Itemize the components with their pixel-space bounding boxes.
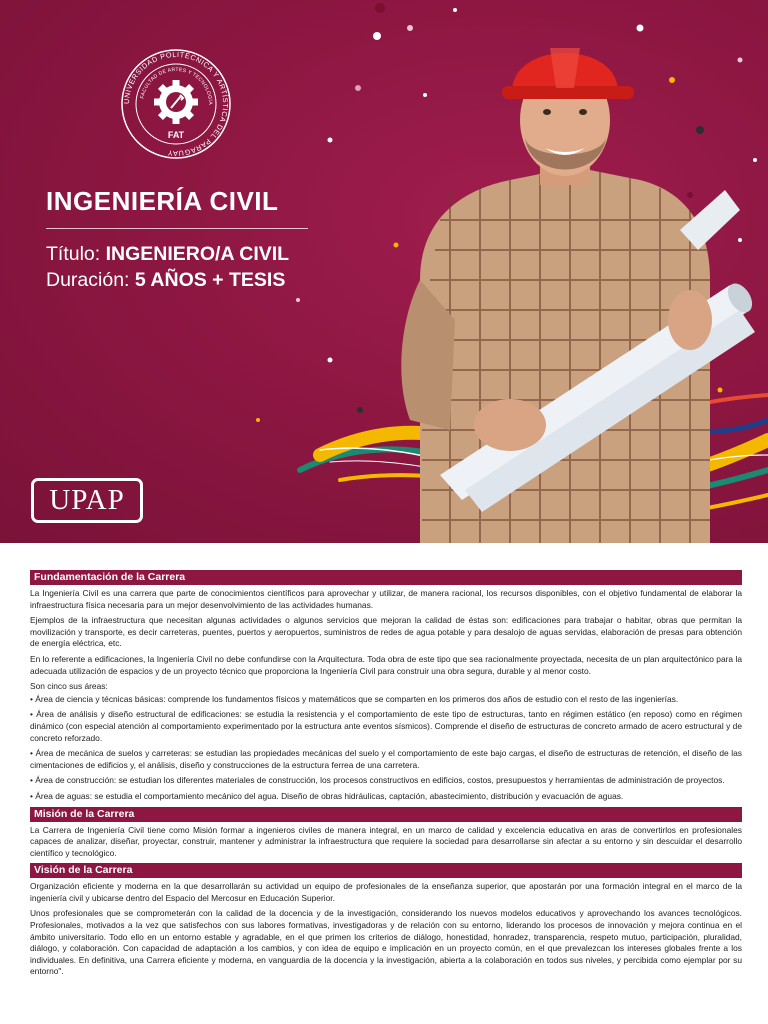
section-heading-fundamentacion: Fundamentación de la Carrera [30, 570, 742, 585]
duration-label: Duración: [46, 269, 130, 291]
list-item: • Área de ciencia y técnicas básicas: comprende los fundamentos físicos y matemáticos que se comparten en los primeros dos años de estudio con el resto de las ingenierías. [30, 693, 679, 704]
section-fundamentacion [30, 570, 742, 803]
career-title: INGENIERÍA CIVIL [46, 186, 279, 216]
duration-value: 5 AÑOS + TESIS [134, 269, 286, 291]
paragraph: La Carrera de Ingeniería Civil tiene como Misión formar a ingenieros civiles de manera integral, en un marco de calidad y excelencia educativa en aras de convertirlos en profesionales capaces de analizar, diseñar, proyectar, construir, mantener y administrar la infraestructura que requiere la sociedad para desarrollarse sin afectar a su entorno y sin descuidar el desarrollo científico y tecnológico. [30, 824, 742, 858]
seal-abbr: FAT [167, 130, 185, 140]
seal-inner-text: FACULTAD DE ARTES Y TECNOLOGÍA [139, 66, 214, 106]
engineer-photo [380, 20, 768, 543]
section-mision [30, 807, 742, 860]
seal-ring-text: UNIVERSIDAD POLITÉCNICA Y ARTÍSTICA DEL PARAGUAY [121, 49, 231, 159]
university-seal [120, 48, 232, 160]
list-item: • Área de análisis y diseño estructural de edificaciones: se estudia la resistencia y el comportamiento de este tipo de estructuras, tanto en régimen estático (en reposo) como en régimen dinámico (con especial atención al comportamiento experimentado por la estructura ante eventos sísmicos). Comprende el diseño de estructuras de concreto armado de acero estructural y de concreto reforzado. [30, 709, 742, 743]
duration-line [46, 269, 285, 292]
degree-value: INGENIERO/A CIVIL [105, 243, 290, 265]
hard-hat-icon [502, 48, 634, 99]
career-info [30, 570, 742, 982]
paragraph: Organización eficiente y moderna en la que desarrollarán su actividad un equipo de profesionales de la enseñanza superior, que apostarán por una formación integral en el marco de la ingeniería civil y ubicarse dentro del Espacio del Mercosur en Educación Superior. [30, 881, 742, 903]
gear-icon [154, 80, 198, 124]
paragraph: Son cinco sus áreas: [30, 681, 108, 692]
paragraph: La Ingeniería Civil es una carrera que parte de conocimientos científicos para aprovechar y utilizar, de manera racional, los recursos disponibles, con el objetivo fundamental de elaborar la infraestructura física necesaria para un mejor desenvolvimiento de las actividades humanas. [30, 588, 742, 610]
paragraph: Unos profesionales que se comprometerán con la calidad de la docencia y de la investigación, considerando los nuevos modelos educativos y aprovechando los avances tecnológicos. Profesionales, motivados a la vez que satisfechos con sus labores formativas, investigadoras y de relación con su entorno, liderando los procesos de innovación y mejora continua en el ámbito universitario. Todo ello en un entorno estable y agradable, en el que primen los criterios de diálogo, honestidad, honradez, transparencia, respeto mutuo, participación, pluralidad, diálogo, y colaboración. Con capacidad de adaptación a los cambios, y con idea de equipo e implicación en un proyecto común, en el que prevalezcan los intereses globales frente a los individuales. En definitiva, una Carrera eficiente y moderna, en vanguardia de la docencia y la investigación, abierta a la colaboración en todos sus niveles, y percibida como ejemplar por su entorno". [30, 908, 742, 977]
list-item: • Área de mecánica de suelos y carreteras: se estudian las propiedades mecánicas del suelo y el comportamiento de este bajo cargas, el diseño de estructuras de retención, el diseño de las cimentaciones de edificios y, el análisis, diseño y construcciones de la estructura ferrea de una carretera. [30, 748, 742, 770]
section-vision [30, 863, 742, 978]
degree-line [46, 243, 289, 266]
upap-logo: UPAP [31, 478, 143, 523]
title-divider [46, 228, 308, 229]
paragraph: Ejemplos de la infraestructura que necesitan algunas actividades o algunos servicios que mejoran la calidad de éstas son: edificaciones para trabajar o habitar, obras que permitan la movilización y transporte, es decir carreteras, puentes, puertos y aeropuertos, suministros de redes de agua potable y para desalojo de aguas servidas, elaboración de presas para obtención de energía eléctrica, etc. [30, 615, 742, 649]
list-item: • Área de aguas: se estudia el comportamiento mecánico del agua. Diseño de obras hidráulicas, captación, abastecimiento, distribución y evacuación de aguas. [30, 790, 624, 801]
section-heading-mision: Misión de la Carrera [30, 807, 742, 822]
paragraph: En lo referente a edificaciones, la Ingeniería Civil no debe confundirse con la Arquitectura. Toda obra de este tipo que sea racionalmente proyectada, necesita de un plan arquitectónico para la adecuada utilización de espacios y de un proyecto técnico que proporciona la Ingeniería Civil para construir una obra segura, durable y al menor costo. [30, 653, 742, 676]
list-item: • Área de construcción: se estudian los diferentes materiales de construcción, los procesos constructivos en edificios, costos, presupuestos y herramientas de administración de proyectos. [30, 775, 725, 786]
section-heading-vision: Visión de la Carrera [30, 863, 742, 878]
degree-label: Título: [46, 243, 101, 265]
